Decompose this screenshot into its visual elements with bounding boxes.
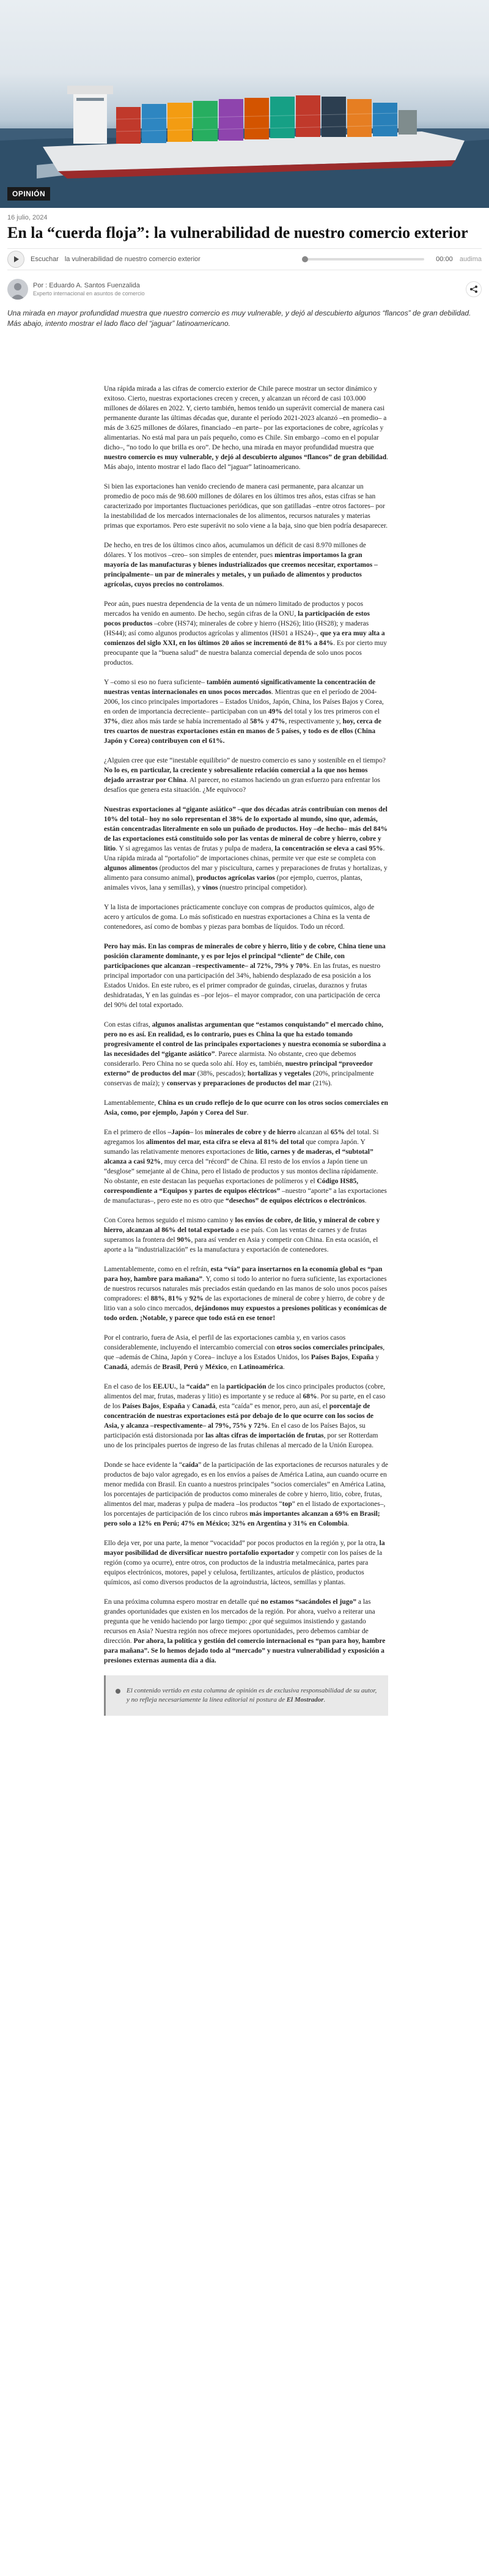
bold-text: –Japón– xyxy=(167,1129,193,1136)
bold-text: El Mostrador xyxy=(286,1696,324,1703)
body-paragraph xyxy=(104,1460,388,1529)
text-run: Una rápida mirada a las cifras de comercio exterior de Chile parece mostrar un sector dinámico y exitoso. Cierto, nuestras exportaciones crecen y crecen, y alcanzan un récord de casi 103.000 millones de dólares en 2022. Y, cierto también, hemos tenido un superávit comercial de manera casi permanente durante las últimas décadas que, durante el período 2021-2023 alcanzó –en promedio– a más de 3.625 millones de dólares, financiado –en parte– por las exportaciones de cobre, agrícolas y alimentarias. No está mal para un país pequeño, como es Chile. Sin embargo –como en el popular dicho–, “no todo lo que brilla es oro”. De hecho, una mirada en mayor profundidad muestra que xyxy=(104,385,387,451)
bold-text: 68% xyxy=(303,1393,317,1400)
bold-text: la participación de estos pocos productos xyxy=(104,610,370,627)
body-paragraph xyxy=(104,482,388,531)
body-paragraph xyxy=(104,1216,388,1255)
text-run: . xyxy=(364,1197,367,1205)
audio-time: 00:00 xyxy=(436,256,453,263)
body-paragraph xyxy=(104,384,388,472)
author-row xyxy=(0,270,489,304)
text-run: Donde se hace evidente la “ xyxy=(104,1461,183,1469)
body-paragraph xyxy=(104,942,388,1010)
text-run: (38%, pescados); xyxy=(195,1070,248,1077)
article-title: En la “cuerda floja”: la vulnerabilidad de nuestro comercio exterior xyxy=(7,224,468,242)
text-run: ” en el listado de exportaciones–, los porcentajes de participación de los cinco rubros xyxy=(104,1500,386,1518)
text-run: , muy cerca del “récord” de China. El resto de los envíos a Japón tiene un “desglose” semejante al de China, pero el listado de productos y sus montos declina rápidamente. No obstante, en este destacan las pequeñas exportaciones de polímeros y el xyxy=(104,1158,378,1185)
body-paragraph xyxy=(104,756,388,795)
text-run: , esta “caída” es menor, pero, aun así, el xyxy=(215,1403,329,1410)
author-name[interactable]: Por : Eduardo A. Santos Fuenzalida xyxy=(33,282,140,289)
text-run: Con estas cifras, xyxy=(104,1021,152,1028)
hero-image xyxy=(0,0,489,208)
bold-text: nuestro comercio es muy vulnerable, y dejó al descubierto algunos “flancos” de gran debilidad xyxy=(104,454,387,461)
text-run: . Una rápida mirada al “portafolio” de importaciones chinas, permite ver que este se completa con xyxy=(104,845,385,862)
disclaimer-text xyxy=(127,1686,378,1705)
bold-text: Pero hay más. En las compras de minerales de cobre y hierro, litio y de cobre, China tiene una posición claramente dominante, y es por lejos el principal “cliente” de Chile, con participaciones que alcanzan –respectivamente– al 72%, 79% y 70% xyxy=(104,943,386,970)
text-run: Si bien las exportaciones han venido creciendo de manera casi permanente, para alcanzar un promedio de poco más de 98.600 millones de dólares en los últimos tres años, estas cifras se han caracterizado por importantes fluctuaciones periódicas, que son gatilladas –entre otros factores– por la inestabilidad de los mercados internacionales de los alimentos, recursos naturales y materias primas que exportamos. Pero este superávit no solo viene a la baja, sino que bien podría desaparecer. xyxy=(104,483,388,530)
text-run: Ello deja ver, por una parte, la menor “vocacidad” por pocos productos en la región y, por la otra, xyxy=(104,1540,380,1547)
text-run: , xyxy=(159,1403,163,1410)
text-run: –nuestro “aporte” a las exportaciones de manufacturas–, pero este no es otro que xyxy=(104,1187,387,1205)
text-run: . Y, como si todo lo anterior no fuera suficiente, las exportaciones de nuestros recursos naturales más preciados están quedando en las manos de solo unos pocos países compradores: el xyxy=(104,1275,388,1302)
bold-text: 58% xyxy=(249,718,264,725)
text-run: . En el caso de los Países Bajos, su participación está distorsionada por xyxy=(104,1422,366,1439)
text-run: Y la lista de importaciones prácticamente concluye con compras de productos químicos, algo de acero y artículos de goma. Lo más sofisticado en nuestras exportaciones a China es la venta de contenedores, así como de bombas y piezas para bombas de líquidos. Todo un récord. xyxy=(104,904,375,931)
article-body xyxy=(0,347,489,1716)
disclaimer-note xyxy=(104,1675,388,1716)
bold-text: Canadá xyxy=(192,1403,216,1410)
body-paragraph xyxy=(104,599,388,668)
bold-text: hoy, cerca de tres cuartos de nuestras exportaciones están en manos de 5 países, y todo es de ellos (China Japón y Corea) contribuyen con el 61%. xyxy=(104,718,381,745)
bold-text: caída xyxy=(182,1461,199,1469)
bold-text: No lo es, en particular, la creciente y sobresaliente relación comercial a la que nos hemos dejado arrastrar por China xyxy=(104,767,368,784)
body-paragraph xyxy=(104,1098,388,1118)
text-run: que compra Japón. Y sumando las relativamente menores exportaciones de xyxy=(104,1139,366,1156)
text-run: Y –como si eso no fuera suficiente– xyxy=(104,679,207,686)
play-icon xyxy=(12,256,20,263)
container-ship-illustration xyxy=(0,0,489,208)
text-run: alcanzan al xyxy=(295,1129,331,1136)
text-run: y competir con los países de la región (como ya ocurre), entre otros, con productos de la industria metalmecánica, partes para equipos electrónicos, motores, papel y celulosa, fertilizantes, artículos de plástico, productos químicos, así como diversos productos de la agroindustria, lácteos, semillas y plantas. xyxy=(104,1549,383,1586)
bold-text: litio, carnes y de maderas, el “subtotal” alcanza a casi 92% xyxy=(104,1148,373,1165)
text-run: , en xyxy=(227,1364,239,1371)
text-run: , xyxy=(180,1364,184,1371)
share-button[interactable] xyxy=(466,281,482,297)
body-paragraph xyxy=(104,541,388,589)
bold-text: España xyxy=(351,1354,374,1361)
opinion-tag[interactable]: OPINIÓN xyxy=(7,187,50,201)
text-run: (20%, principalmente conservas de maíz); y xyxy=(104,1070,374,1087)
text-run: En el caso de los xyxy=(104,1383,153,1390)
body-paragraph xyxy=(104,1333,388,1372)
bold-text: Latinoamérica xyxy=(238,1364,283,1371)
text-run: , diez años más tarde se había incrementado al xyxy=(118,718,250,725)
text-run: , respectivamente y, xyxy=(285,718,343,725)
bold-text: esta “vía” para insertarnos en la economía global es “pan para hoy, hambre para mañana” xyxy=(104,1266,383,1283)
body-paragraph xyxy=(104,902,388,932)
text-run: . Al parecer, no estamos haciendo un gran esfuerzo para enfrentar los desafíos que genera esta situación. ¿Me equivoco? xyxy=(104,777,380,794)
text-run: ” de la participación de las exportaciones de recursos naturales y de productos de bajo valor agregado, es en los envíos a países de América Latina, aun cuando ocurre en menor medida con Brasil. En cuanto a nuestros principales “socios comerciales” en América Latina, los porcentajes de participación de productos como minerales de cobre y hierro, litio, cobre, frutas, alimentos del mar, maderas y pulpa de madera –los productos “ xyxy=(104,1461,388,1508)
text-run: en la xyxy=(209,1383,227,1390)
text-run: (por ejemplo, cuerros, plantas, animales vivos, lana y semillas), y xyxy=(104,874,362,891)
text-run: . Mientras que en el período de 2004-2006, los cinco principales importadores – Estados Unidos, Japón, China, los Países Bajos y Corea, en orden de importancia decreciente– participaban con un xyxy=(104,688,384,715)
text-run: Lamentablemente, xyxy=(104,1099,158,1107)
bold-text: mientras importamos la gran mayoría de las manufacturas y bienes industrializados que creemos necesitar, exportamos –principalmente– un par de minerales y metales, y un puñado de alimentos y productos agrícolas, cuyos precios no controlamos xyxy=(104,552,378,588)
text-run: (21%). xyxy=(311,1080,333,1087)
bold-text: hortalizas y vegetales xyxy=(247,1070,311,1077)
text-run: . Parece alarmista. No obstante, creo que debemos considerarlo. Pero China no se queda solo ahí. Hoy es, también, xyxy=(104,1050,356,1068)
bold-text: porcentaje de concentración de nuestras exportaciones está por debajo de lo que ocurre con los socios de Asia, y alcanza –respectivamente– al 79%, 75% y 72% xyxy=(104,1403,374,1430)
audio-progress-bar[interactable] xyxy=(302,258,424,260)
body-paragraph xyxy=(104,1538,388,1587)
article-lead: Una mirada en mayor profundidad muestra que nuestro comercio es muy vulnerable, y dejó al descubierto algunos “flancos” de gran debilidad. Más abajo, intento mostrar el lado flaco del “jaguar” latinoamericano. xyxy=(7,309,471,328)
text-run: Lamentablemente, como en el refrán, xyxy=(104,1266,211,1273)
audio-progress-knob[interactable] xyxy=(302,256,308,262)
bold-text: 88% xyxy=(150,1295,165,1302)
bold-text: conservas y preparaciones de productos del mar xyxy=(166,1080,311,1087)
audima-label[interactable]: audima xyxy=(459,256,482,263)
text-run: . xyxy=(323,1696,326,1703)
bold-text: alimentos del mar, esta cifra se eleva al 81% del total xyxy=(145,1139,304,1146)
bold-text: otros socios comerciales principales xyxy=(276,1344,383,1351)
text-run: . Por su parte, en el caso de los xyxy=(104,1393,386,1410)
text-run: y xyxy=(373,1354,380,1361)
bold-text: 81% xyxy=(168,1295,183,1302)
text-run: . xyxy=(347,1520,349,1527)
bullet-icon xyxy=(116,1689,120,1694)
text-run: y xyxy=(182,1295,189,1302)
bold-text: Código HS85, correspondiente a “Equipos y partes de equipos eléctricos” xyxy=(104,1178,359,1195)
bold-text: algunos alimentos xyxy=(104,865,158,872)
text-run: Con Corea hemos seguido el mismo camino y xyxy=(104,1217,235,1224)
body-paragraph xyxy=(104,1382,388,1450)
bold-text: Brasil xyxy=(162,1364,180,1371)
listen-label: Escuchar xyxy=(31,256,59,263)
bold-text: vinos xyxy=(202,884,218,891)
text-run: del total. Si agregamos los xyxy=(104,1129,379,1146)
bold-text: EE.UU. xyxy=(153,1383,176,1390)
bold-text: las altas cifras de importación de frutas xyxy=(205,1432,324,1439)
text-run: a ese país. Con las ventas de carnes y de frutas superamos la frontera del xyxy=(104,1227,367,1244)
author-role: Experto internacional en asuntos de comercio xyxy=(33,290,145,297)
bold-text: Países Bajos xyxy=(311,1354,348,1361)
bold-text: Perú xyxy=(183,1364,198,1371)
body-paragraph xyxy=(104,677,388,746)
bold-text: los envíos de cobre, de litio, y mineral de cobre y hierro, alcanzan al 86% del total exportado xyxy=(104,1217,380,1234)
bold-text: Nuestras exportaciones al “gigante asiático” –que dos décadas atrás contribuían con menos del 10% del total– hoy no solo representan el 38% de lo exportado al mundo, sino que, además, están concentradas literalmente en solo un puñado de productos. Hoy –de hecho– más del 84% de las exportaciones está constituido solo por las ventas de mineral de cobre y hierro, cobre y litio xyxy=(104,806,388,852)
text-run: , por ser Rotterdam uno de los principales puertos de ingreso de las frutas chilenas al mercado de la Unión Europea. xyxy=(104,1432,378,1449)
text-run: , xyxy=(348,1354,351,1361)
bold-text: participación xyxy=(226,1383,267,1390)
text-run: de las exportaciones de mineral de cobre y hierro, de cobre y de litio van a solo cinco mercados, xyxy=(104,1295,385,1312)
body-paragraph xyxy=(104,1127,388,1206)
text-run: . xyxy=(282,1364,285,1371)
bold-text: también aumentó significativamente la concentración de nuestras ventas internacionales en unos pocos mercados xyxy=(104,679,376,696)
text-run: De hecho, en tres de los últimos cinco años, acumulamos un déficit de casi 8.970 millones de dólares. Y los motivos –creo– son simples de entender, pues xyxy=(104,542,366,559)
bold-text: Canadá xyxy=(104,1364,128,1371)
text-run: de los cinco principales productos (cobre, alimentos del mar, frutas, maderas y litio) es importante y se reduce al xyxy=(104,1383,385,1400)
bold-text: dejándonos muy expuestos a presiones políticas y económicas de todo orden. ¡Notable, y parece que todo está en ese tenor! xyxy=(104,1305,387,1322)
text-run: –cobre (HS74); minerales de cobre y hierro (HS26); litio (HS28); y maderas (HS44); así como algunos productos agrícolas y alimentos (HS01 a HS24)–, xyxy=(104,620,369,637)
text-run: En una próxima columna espero mostrar en detalle qué xyxy=(104,1598,261,1606)
text-run: (nuestro principal competidor). xyxy=(218,884,307,891)
text-run: ¿Alguien cree que este “inestable equilibrio” de nuestro comercio es sano y sostenible en el tiempo? xyxy=(104,757,386,764)
person-icon xyxy=(7,279,28,300)
bold-text: Por ahora, la política y gestión del comercio internacional es “pan para hoy, hambre para mañana”. Se lo hemos dejado todo al “mercado” y nuestra vulnerabilidad y exposición a presiones externas aumenta día a día. xyxy=(104,1637,386,1664)
bold-text: México xyxy=(205,1364,227,1371)
bold-text: 47% xyxy=(271,718,285,725)
text-run: (productos del mar y piscicultura, carnes y preparaciones de frutas y hortalizas, y alimento para consumo animal), xyxy=(104,865,388,882)
text-run: . Es por cierto muy preocupante que la “buena salud” de nuestra balanza comercial dependa de solo unos pocos productos. xyxy=(104,640,387,666)
bold-text: “desechos” de equipos eléctricos o electrónicos xyxy=(225,1197,365,1205)
audio-player xyxy=(7,248,482,270)
text-run: . En las frutas, es nuestro principal importador con una participación del 34%, habiendo desplazado de esa posición a los Estados Unidos. En este rubro, es el primer comprador de guindas, ciruelas, duraznos y frutas deshidratadas, Y en las guindas es –por lejos– el mayor comprador, con una participación de cerca del 90% del total exportado. xyxy=(104,962,381,1009)
text-run: , la xyxy=(175,1383,186,1390)
bold-text: Países Bajos xyxy=(122,1403,160,1410)
text-run: y xyxy=(197,1364,205,1371)
play-button[interactable] xyxy=(7,251,24,268)
bold-text: “caída” xyxy=(186,1383,210,1390)
text-run: y xyxy=(263,718,271,725)
text-run: los xyxy=(193,1129,205,1136)
bold-text: nuestro principal “proveedor externo” de productos del mar xyxy=(104,1060,373,1077)
text-run: y xyxy=(185,1403,193,1410)
body-paragraph xyxy=(104,1020,388,1088)
bold-text: no estamos “sacándoles el jugo” xyxy=(260,1598,356,1606)
text-run: del total y los tres primeros con el xyxy=(282,708,380,715)
text-run: , que –además de China, Japón y Corea– incluye a los Estados Unidos, los xyxy=(104,1344,385,1361)
audio-track-title: la vulnerabilidad de nuestro comercio exterior xyxy=(64,256,200,263)
bold-text: China es un crudo reflejo de lo que ocurre con los otros socios comerciales en Asia, como, por ejemplo, Japón y Corea del Sur xyxy=(104,1099,388,1116)
bold-text: España xyxy=(163,1403,185,1410)
text-run: a las grandes oportunidades que existen en los mercados de la región. Por ahora, vuelvo a reiterar una pregunta que he venido haciendo por largo tiempo: ¿por qué seguimos insistiendo y gastando recursos en Asia? Nuestra región nos ofrece mejores oportunidades, pero debemos cambiar de dirección. xyxy=(104,1598,375,1645)
bold-text: algunos analistas argumentan que “estamos conquistando” el mercado chino, pero no es así. En realidad, es lo contrario, pues es China la que ha estado tomando progresivamente el control de las principales exportaciones y nuestra economía se subordina a las necesidades del “gigante asiático” xyxy=(104,1021,386,1058)
bold-text: 90% xyxy=(177,1236,191,1244)
text-run: . xyxy=(222,581,224,588)
text-run: Peor aún, pues nuestra dependencia de la venta de un número limitado de productos y pocos mercados ha venido en aumento. De hecho, según cifras de la ONU, xyxy=(104,600,364,618)
bold-text: la concentración se eleva a casi 95% xyxy=(274,845,383,852)
share-icon xyxy=(469,285,478,293)
bold-text: más importantes alcanzan a 69% en Brasil; pero solo a 12% en Perú; 47% en México; 32% en Argentina y 31% en Colombia xyxy=(104,1510,380,1527)
text-run: , además de xyxy=(127,1364,163,1371)
bold-text: la mayor posibilidad de diversificar nuestro portafolio exportador xyxy=(104,1540,385,1557)
body-paragraph xyxy=(104,1597,388,1666)
text-run: . Y si agregamos las ventas de frutas y pulpa de madera, xyxy=(116,845,275,852)
bold-text: minerales de cobre y de hierro xyxy=(205,1129,296,1136)
body-paragraph xyxy=(104,805,388,893)
text-run: , xyxy=(164,1295,169,1302)
author-avatar[interactable] xyxy=(7,279,28,300)
bold-text: productos agrícolas varios xyxy=(196,874,275,882)
bold-text: top xyxy=(282,1500,292,1508)
bold-text: 37% xyxy=(104,718,118,725)
text-run: En el primero de ellos xyxy=(104,1129,168,1136)
bold-text: 49% xyxy=(268,708,282,715)
text-run: . Más abajo, intento mostrar el lado flaco del “jaguar” latinoamericano. xyxy=(104,454,389,471)
text-run: El contenido vertido en esta columna de opinión es de exclusiva responsabilidad de su autor, y no refleja necesariamente la línea editorial ni postura de xyxy=(127,1687,377,1703)
bold-text: que ya era muy alta a comienzos del siglo XXI, en los últimos 20 años se incrementó de 81% a 84% xyxy=(104,630,385,647)
bold-text: 92% xyxy=(189,1295,204,1302)
bold-text: 65% xyxy=(331,1129,345,1136)
publish-date: 16 julio, 2024 xyxy=(7,214,48,221)
text-run: . xyxy=(246,1109,249,1116)
text-run: , para así vender en Asia y competir con China. En esta ocasión, el aporte a la “industrialización” es la manufactura y exportación de contenedores. xyxy=(104,1236,378,1253)
text-run: Por el contrario, fuera de Asia, el perfil de las exportaciones cambia y, en varios casos considerablemente, incluyendo el intercambio comercial con xyxy=(104,1334,346,1351)
body-paragraph xyxy=(104,1264,388,1323)
